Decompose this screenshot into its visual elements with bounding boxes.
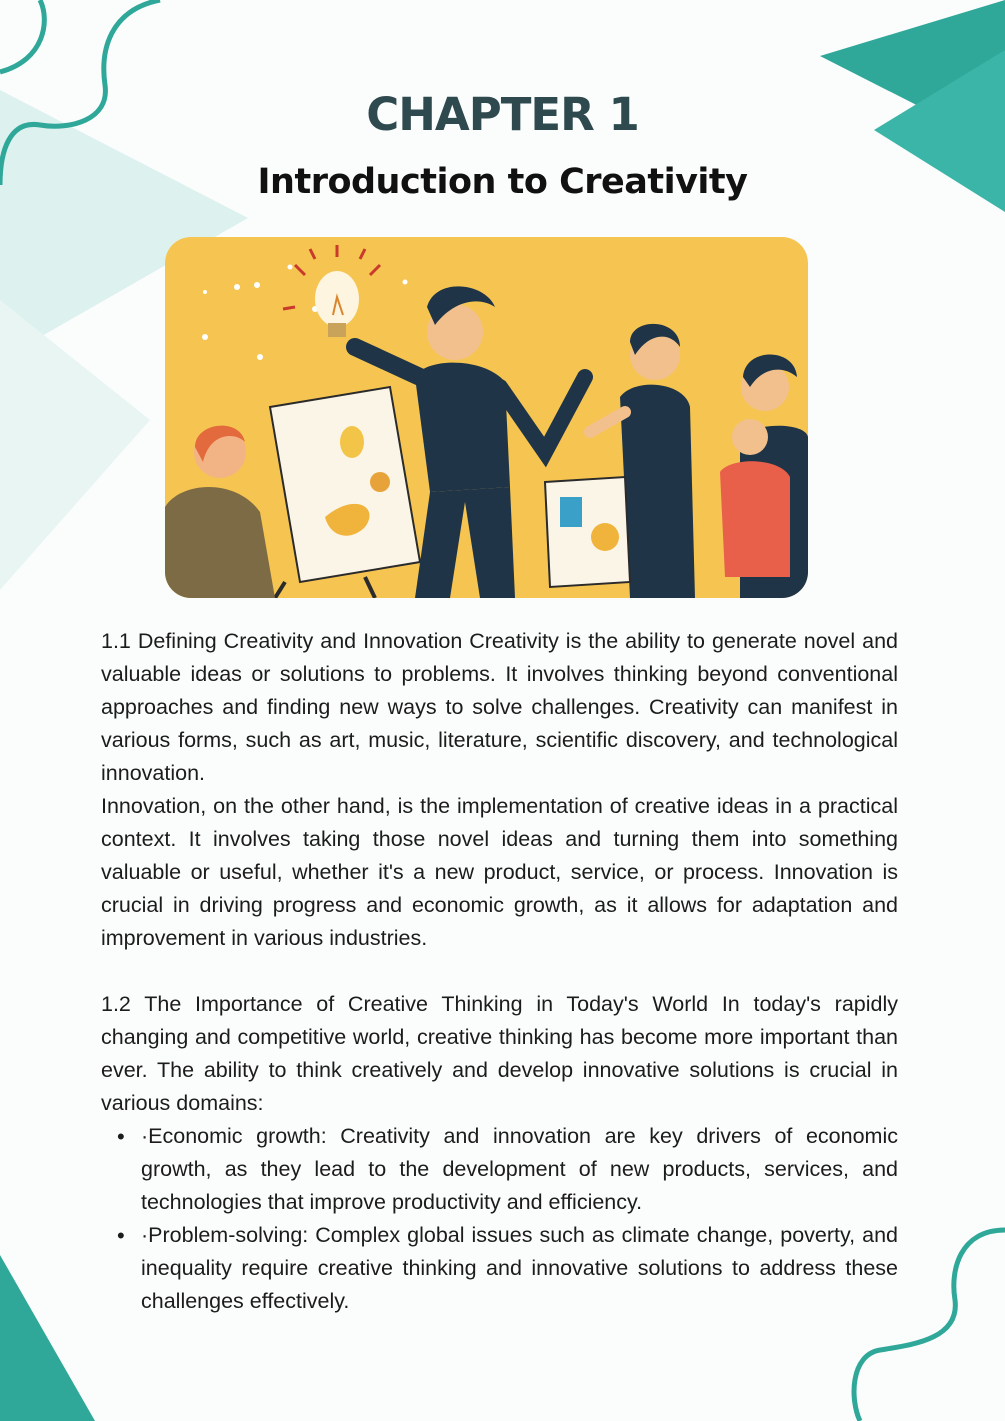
bullet-item-problem-solving: • ·Problem-solving: Complex global issues such as climate change, poverty, and inequality require creative thinking and innovative solutions to address these challenges effectively. [141,1219,898,1318]
creativity-illustration [165,237,808,598]
section-1-1-paragraph-2: Innovation, on the other hand, is the implementation of creative ideas in a practical context. It involves taking those novel ideas and turning them into something valuable or useful, whether it's a new product, service, or process. Innovation is crucial in driving progress and economic growth, as it allows for adaptation and improvement in various industries. [101,794,898,950]
left-light-triangle-2 [0,300,150,590]
bottom-left-triangle [0,1255,95,1421]
section-1-1-paragraph-1: 1.1 Defining Creativity and Innovation Creativity is the ability to generate novel and valuable ideas or solutions to problems. It involves thinking beyond conventional approaches and finding new ways to solve challenges. Creativity can manifest in various forms, such as art, music, literature, scientific discovery, and technological innovation. [101,629,898,785]
top-left-wave [0,0,44,72]
body-text [101,625,898,1318]
chapter-title: Introduction to Creativity [257,162,748,202]
illustration [165,237,808,598]
section-1-2-intro: 1.2 The Importance of Creative Thinking in Today's World In today's rapidly changing and competitive world, creative thinking has become more important than ever. The ability to think creatively and develop innovative solutions is crucial in various domains: [101,992,898,1115]
bullet-item-economic-growth: • ·Economic growth: Creativity and innovation are key drivers of economic growth, as they lead to the development of new products, services, and technologies that improve productivity and efficiency. [141,1120,898,1219]
bullet-list [101,1120,898,1318]
chapter-heading: CHAPTER 1 [366,88,639,141]
